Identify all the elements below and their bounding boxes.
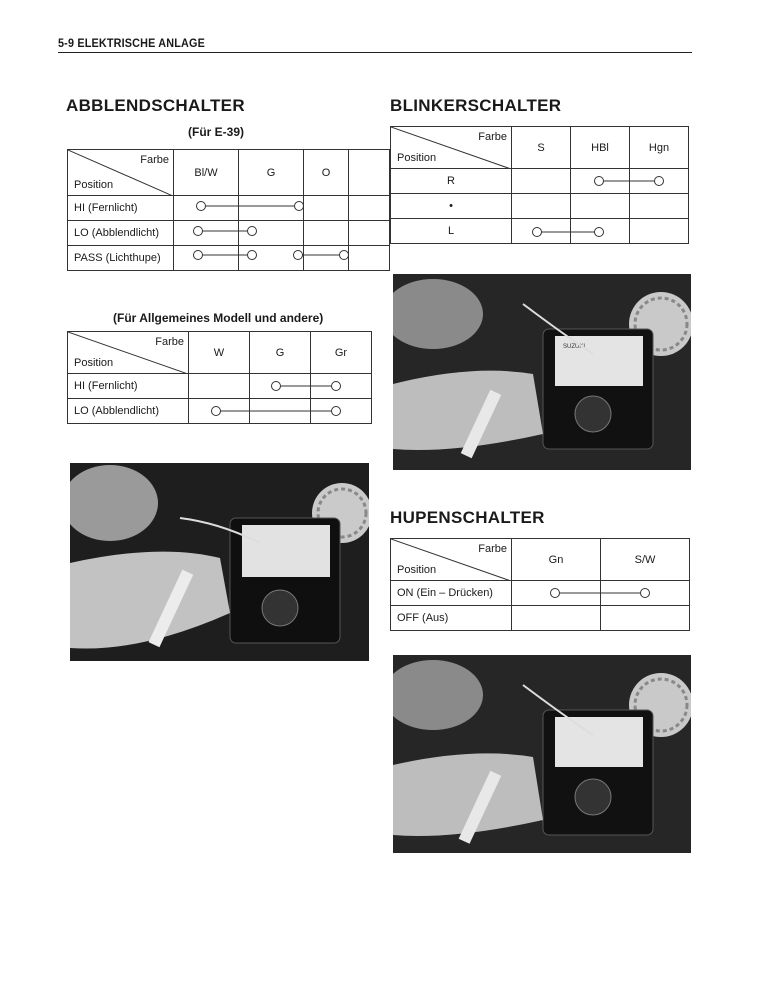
column-header: G <box>239 150 304 196</box>
abblend-subtitle-e39: (Für E-39) <box>188 125 245 139</box>
photo-abblend-test <box>70 463 369 661</box>
column-header: HBl <box>571 127 630 169</box>
hupen-title: HUPENSCHALTER <box>390 508 545 527</box>
meter-brand-text: SUZUKI <box>563 344 586 350</box>
column-header: Hgn <box>630 127 689 169</box>
table-corner: Farbe Position <box>68 150 174 196</box>
abblend-e39-table <box>67 149 390 271</box>
column-header: Bl/W <box>174 150 239 196</box>
abblend-general-table <box>67 331 372 424</box>
column-header: Gr <box>311 332 372 374</box>
row-label: HI (Fernlicht) <box>68 374 189 399</box>
row-label: OFF (Aus) <box>391 606 512 631</box>
row-label: HI (Fernlicht) <box>68 196 174 221</box>
column-header-extra <box>349 150 390 196</box>
column-header: O <box>304 150 349 196</box>
row-label: LO (Abblendlicht) <box>68 221 174 246</box>
row-label: R <box>391 169 512 194</box>
column-header: W <box>189 332 250 374</box>
column-header: S <box>512 127 571 169</box>
row-label: PASS (Lichthupe) <box>68 246 174 271</box>
column-header: G <box>250 332 311 374</box>
column-header: Gn <box>512 539 601 581</box>
page-header-label: 5-9 ELEKTRISCHE ANLAGE <box>58 36 205 50</box>
blinker-title: BLINKERSCHALTER <box>390 96 562 115</box>
abblend-subtitle-general: (Für Allgemeines Modell und andere) <box>113 311 324 325</box>
page-header <box>58 36 692 53</box>
blinker-table <box>390 126 689 244</box>
row-label: LO (Abblendlicht) <box>68 399 189 424</box>
table-corner: Farbe Position <box>391 127 512 169</box>
row-label: ON (Ein – Drücken) <box>391 581 512 606</box>
row-label: • <box>391 194 512 219</box>
column-header: S/W <box>601 539 690 581</box>
hupen-table <box>390 538 690 631</box>
table-corner: Farbe Position <box>391 539 512 581</box>
photo-hupen-test <box>393 655 691 853</box>
row-label: L <box>391 219 512 244</box>
table-corner: Farbe Position <box>68 332 189 374</box>
photo-blinker-test <box>393 274 691 470</box>
abblend-title: ABBLENDSCHALTER <box>66 96 245 115</box>
